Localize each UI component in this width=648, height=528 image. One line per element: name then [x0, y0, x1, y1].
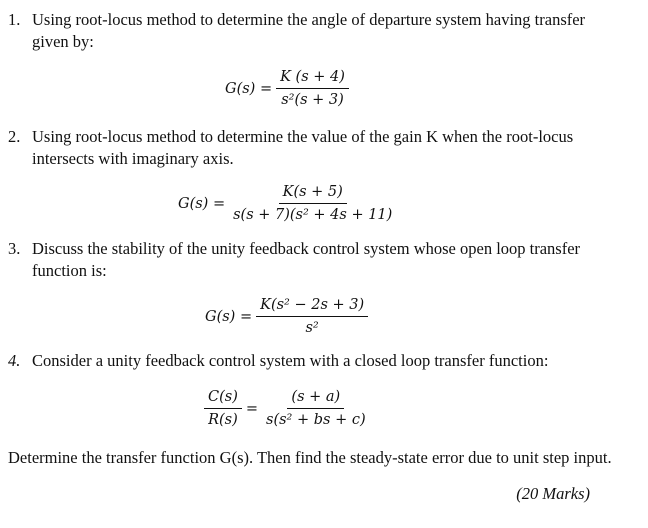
question-1-number: 1. — [8, 10, 21, 29]
equation-2-fraction — [229, 183, 396, 224]
equation-4-numerator: (s + a) — [287, 388, 344, 409]
question-3-number: 3. — [8, 239, 21, 258]
question-2-text: Using root-locus method to determine the value of the gain K when the root-locus intersects with imaginary axis. — [32, 127, 574, 168]
equation-1-denominator: s²(s + 3) — [281, 92, 344, 108]
equation-1-lhs: G(s) = — [225, 80, 273, 97]
question-2-number: 2. — [8, 127, 21, 146]
marks-label: (20 Marks) — [516, 484, 590, 503]
question-2 — [8, 126, 612, 170]
equation-2-numerator: K(s + 5) — [279, 183, 347, 204]
equation-3-fraction — [256, 296, 368, 337]
equation-3-numerator: K(s² − 2s + 3) — [256, 296, 368, 317]
equation-2-lhs: G(s) = — [178, 195, 226, 212]
equation-4-rhs-fraction — [262, 388, 370, 429]
equation-3-lhs: G(s) = — [205, 308, 253, 325]
equation-3-denominator: s² — [305, 320, 319, 336]
equation-4-lhs-numerator: C(s) — [204, 388, 242, 409]
question-1-text: Using root-locus method to determine the angle of departure system having transfer given by: — [32, 10, 586, 51]
equation-2-denominator: s(s + 7)(s² + 4s + 11) — [233, 207, 393, 223]
question-4-text: Consider a unity feedback control system with a closed loop transfer function: — [32, 351, 549, 370]
equation-4-lhs-fraction — [204, 388, 242, 429]
closing-instruction: Determine the transfer function G(s). Then find the steady-state error due to unit step input. — [8, 448, 612, 467]
equation-4 — [204, 388, 370, 429]
question-3-text: Discuss the stability of the unity feedback control system whose open loop transfer function is: — [32, 239, 581, 280]
question-3 — [8, 238, 612, 282]
question-1 — [8, 9, 612, 53]
equation-1 — [225, 68, 349, 109]
equation-4-equals: = — [245, 400, 259, 417]
question-4 — [8, 350, 612, 372]
equation-2 — [178, 183, 396, 224]
question-4-number: 4. — [8, 351, 21, 370]
equation-4-lhs-denominator: R(s) — [208, 412, 238, 428]
equation-1-fraction — [276, 68, 349, 109]
equation-1-numerator: K (s + 4) — [276, 68, 349, 89]
equation-4-denominator: s(s² + bs + c) — [266, 412, 366, 428]
equation-3 — [205, 296, 368, 337]
